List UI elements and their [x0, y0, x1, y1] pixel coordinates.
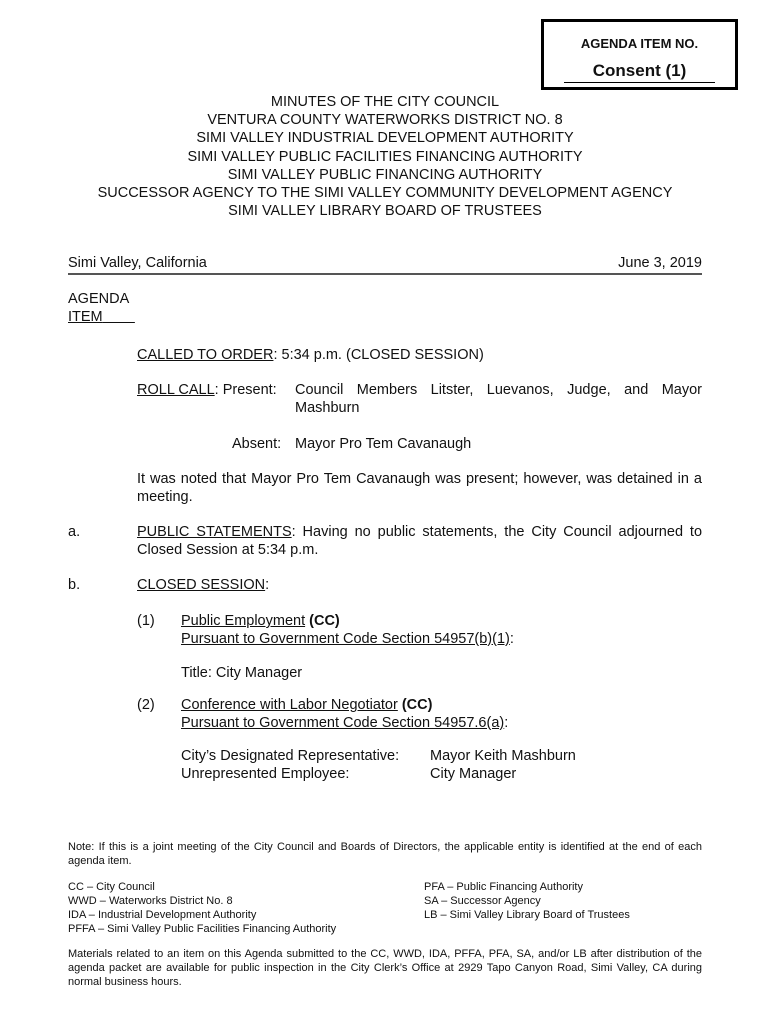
heading-line: SIMI VALLEY LIBRARY BOARD OF TRUSTEES [228, 203, 542, 220]
item-a-title: PUBLIC STATEMENTS [137, 524, 292, 540]
agenda-item-value: Consent (1) [564, 60, 715, 83]
agenda-item-label: AGENDA ITEM NO. [580, 36, 699, 51]
rep-label: City’s Designated Representative: [181, 748, 400, 764]
item-label [68, 308, 135, 326]
agenda-item-box [541, 19, 738, 90]
location: Simi Valley, California [68, 255, 207, 271]
noted-paragraph: It was noted that Mayor Pro Tem Cavanaugh was present; however, was detained in a meeting. [137, 471, 702, 505]
abbreviation: SA – Successor Agency [424, 895, 541, 907]
sub2-code-line [181, 714, 508, 732]
location-date-row [68, 254, 702, 275]
item-b-heading [137, 576, 269, 594]
abbreviation: IDA – Industrial Development Authority [68, 909, 257, 921]
abbreviation: LB – Simi Valley Library Board of Trustees [424, 909, 630, 921]
called-to-order [137, 346, 484, 364]
roll-call [137, 381, 277, 399]
present-label: : Present: [214, 382, 277, 398]
sub1-title-line [181, 612, 340, 630]
item-b-letter: b. [68, 577, 81, 593]
sub1-tag: (CC) [305, 613, 340, 629]
heading-line: SUCCESSOR AGENCY TO THE SIMI VALLEY COMMUNITY DEVELOPMENT AGENCY [97, 185, 673, 202]
agenda-label: AGENDA [68, 291, 130, 307]
heading-line: SIMI VALLEY PUBLIC FINANCING AUTHORITY [227, 166, 543, 183]
abbreviations-left [68, 880, 336, 936]
sub2-tag: (CC) [397, 697, 433, 713]
heading-line: SIMI VALLEY INDUSTRIAL DEVELOPMENT AUTHORITY [196, 130, 574, 147]
item-b-title: CLOSED SESSION [137, 577, 266, 593]
item-label-text: ITEM [68, 309, 103, 325]
present-members-cont: Mashburn [295, 400, 360, 416]
item-a-text: : Having no public statements, the City Council adjourned to Closed Session at 5:34 p.m. [137, 524, 703, 558]
present-members: Council Members Litster, Luevanos, Judge, and Mayor [295, 382, 702, 398]
sub2-colon: : [504, 715, 509, 731]
sub2-code: Pursuant to Government Code Section 54957.6(a) [181, 715, 505, 731]
absent-label: Absent: [232, 436, 282, 452]
abbreviation: PFA – Public Financing Authority [424, 881, 583, 893]
sub2-number: (2) [137, 697, 155, 713]
sub1-code-line [181, 630, 514, 648]
sub2-title: Conference with Labor Negotiator [181, 697, 398, 713]
item-b-colon: : [265, 577, 270, 593]
called-to-order-text: : 5:34 p.m. (CLOSED SESSION) [273, 347, 484, 363]
minutes-heading [60, 93, 710, 220]
abbreviation: WWD – Waterworks District No. 8 [68, 895, 233, 907]
meeting-date: June 3, 2019 [618, 255, 702, 271]
item-a-letter: a. [68, 524, 81, 540]
heading-line: MINUTES OF THE CITY COUNCIL [270, 94, 500, 110]
called-to-order-label: CALLED TO ORDER [137, 347, 274, 363]
sub1-title: Public Employment [181, 613, 306, 629]
sub1-detail: Title: City Manager [181, 665, 303, 681]
absent-members: Mayor Pro Tem Cavanaugh [295, 436, 472, 452]
abbreviation: CC – City Council [68, 881, 155, 893]
emp-value: City Manager [430, 766, 517, 782]
sub1-number: (1) [137, 613, 155, 629]
abbreviation: PFFA – Simi Valley Public Facilities Financing Authority [68, 923, 337, 935]
heading-line: VENTURA COUNTY WATERWORKS DISTRICT NO. 8 [207, 112, 563, 129]
sub1-code: Pursuant to Government Code Section 54957(b)(1) [181, 631, 510, 647]
sub1-colon: : [509, 631, 514, 647]
joint-meeting-note: Note: If this is a joint meeting of the City Council and Boards of Directors, the applicable entity is identified at the end of each agenda item. [68, 841, 702, 867]
item-a-paragraph [137, 523, 702, 559]
materials-notice: Materials related to an item on this Agenda submitted to the CC, WWD, IDA, PFFA, PFA, SA, and/or LB after distribution of the agenda packet are available for public inspection in the City Clerk’s Office at 2929 Tapo Canyon Road, Simi Valley, CA during normal business hours. [68, 948, 702, 988]
heading-line: SIMI VALLEY PUBLIC FACILITIES FINANCING AUTHORITY [187, 148, 583, 165]
emp-label: Unrepresented Employee: [181, 766, 350, 782]
abbreviations-right [424, 880, 630, 922]
roll-call-label: ROLL CALL [137, 382, 215, 398]
sub2-title-line [181, 696, 432, 714]
rep-value: Mayor Keith Mashburn [430, 748, 576, 764]
